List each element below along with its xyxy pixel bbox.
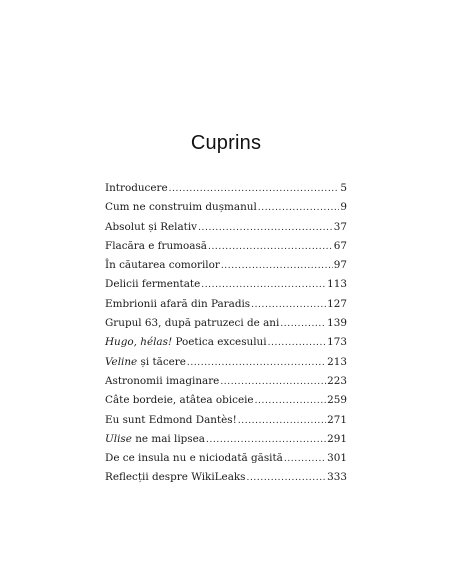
toc-entry-title-text: Grupul 63, după patruzeci de ani [105, 317, 280, 330]
dot-leader [268, 334, 327, 353]
toc-entry-title-text: Cum ne construim dușmanul [105, 201, 257, 214]
toc-entry [105, 314, 347, 333]
toc-entry-page: 271 [327, 413, 347, 426]
toc-entry-title-text: și tăcere [137, 355, 186, 368]
dot-leader [238, 412, 326, 431]
dot-leader [251, 296, 326, 315]
toc-entry [105, 218, 347, 237]
toc-entry [105, 468, 347, 487]
toc-entry-title [105, 449, 283, 468]
toc-entry-title [105, 391, 254, 410]
toc-entry-title-text: De ce insula nu e niciodată găsită [105, 452, 283, 465]
toc-entry-title [105, 198, 257, 217]
toc-entry-title [105, 256, 220, 275]
toc-entry-page: 5 [340, 182, 347, 194]
toc-entry-title-text: Poetica excesului [172, 336, 267, 349]
dot-leader [258, 199, 340, 218]
toc-entry [105, 237, 347, 256]
dot-leader [169, 180, 340, 199]
toc-entry-title-text: Delicii fermentate [105, 278, 201, 291]
toc-entry [105, 275, 347, 294]
toc-entry [105, 198, 347, 217]
toc-entry [105, 430, 347, 449]
toc-entry [105, 353, 347, 372]
dot-leader [198, 219, 333, 238]
toc-entry [105, 449, 347, 468]
toc-entry-page: 291 [327, 432, 347, 445]
toc-entry-page: 97 [333, 259, 347, 272]
dot-leader [187, 354, 326, 373]
toc-entry-page: 113 [327, 278, 347, 291]
toc-entry-title-italic: Hugo, hélas! [105, 336, 173, 349]
toc-entry-title [105, 314, 279, 333]
dot-leader [220, 373, 326, 392]
toc-entry-title [105, 275, 200, 294]
toc-entry-title-italic: Veline [105, 355, 138, 368]
toc-entry-page: 67 [333, 239, 347, 252]
toc-entry-title-text: Absolut și Relativ [105, 220, 198, 233]
toc-entry-title [105, 411, 237, 430]
dot-leader [247, 469, 327, 488]
toc-entry-page: 333 [327, 471, 347, 484]
toc-entry [105, 411, 347, 430]
toc-entry-title [105, 295, 250, 314]
dot-leader [255, 392, 327, 411]
toc-entry-page: 301 [327, 452, 347, 465]
toc-entry-title [105, 237, 207, 256]
toc-entry-title-text: Flacăra e frumoasă [105, 239, 207, 252]
toc-entry-page: 127 [327, 297, 347, 310]
toc-entry [105, 333, 347, 352]
toc-entry-page: 259 [327, 394, 347, 407]
toc-entry-title [105, 179, 168, 198]
table-of-contents [105, 179, 347, 488]
toc-entry [105, 179, 347, 198]
toc-entry-page: 37 [333, 220, 347, 233]
toc-entry-title-text: Astronomii imaginare [105, 374, 220, 387]
toc-entry-title-text: În căutarea comorilor [105, 259, 220, 272]
toc-entry [105, 295, 347, 314]
toc-entry-title [105, 218, 197, 237]
dot-leader [201, 276, 326, 295]
toc-entry-page: 139 [327, 317, 347, 330]
toc-entry-page: 213 [327, 355, 347, 368]
toc-entry-title [105, 372, 219, 391]
toc-entry [105, 391, 347, 410]
toc-entry-title [105, 430, 205, 449]
toc-entry-title-text: Reflecții despre WikiLeaks [105, 471, 246, 484]
toc-entry-title-text: Introducere [105, 182, 168, 194]
toc-entry-title-text: Embrionii afară din Paradis [105, 297, 251, 310]
toc-entry-page: 173 [327, 336, 347, 349]
page-title: Cuprins [190, 132, 262, 154]
dot-leader [221, 257, 333, 276]
toc-entry-page: 223 [327, 374, 347, 387]
dot-leader [206, 431, 326, 450]
dot-leader [280, 315, 326, 334]
toc-entry-title-text: Eu sunt Edmond Dantès! [105, 413, 237, 426]
toc-entry-title-text: ne mai lipsea [131, 432, 205, 445]
toc-entry-title [105, 468, 246, 487]
toc-entry-title-text: Câte bordeie, atâtea obiceie [105, 394, 254, 407]
toc-entry [105, 256, 347, 275]
toc-entry-title-italic: Ulise [105, 432, 132, 445]
toc-entry [105, 372, 347, 391]
dot-leader [284, 450, 326, 469]
toc-entry-title [105, 353, 186, 372]
toc-entry-page: 9 [340, 201, 347, 214]
toc-entry-title [105, 333, 267, 352]
dot-leader [208, 238, 333, 257]
